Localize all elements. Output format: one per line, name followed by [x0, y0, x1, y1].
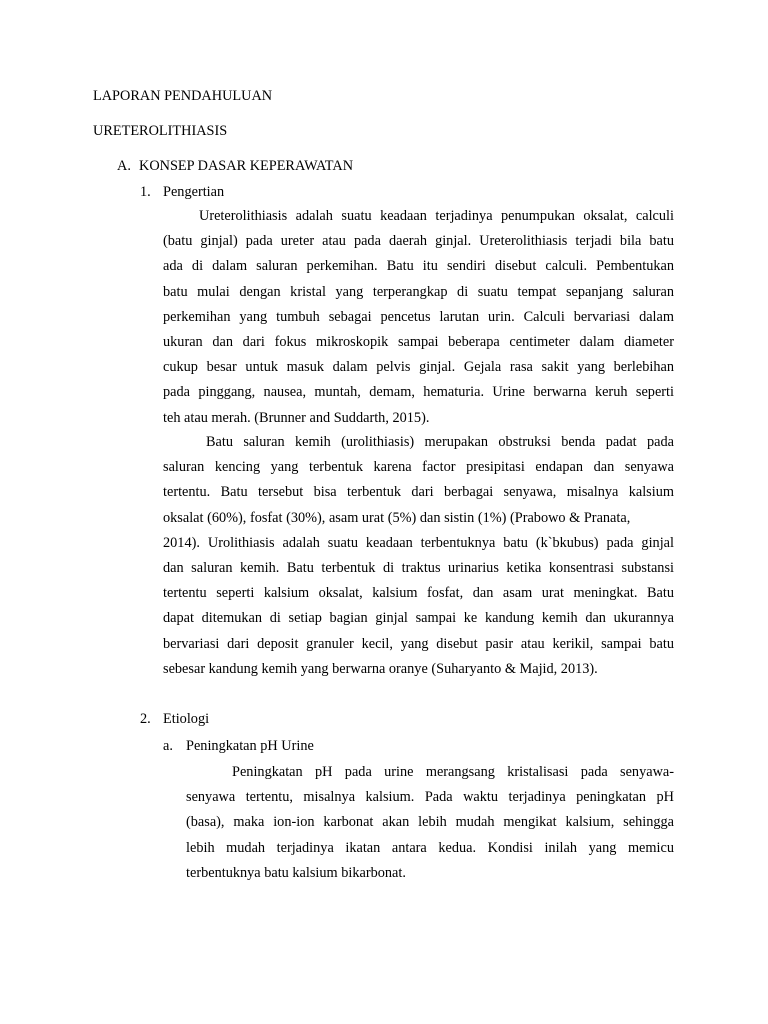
paragraph-line: cukup besar untuk masuk dalam pelvis ginjal. Gejala rasa sakit yang berlebihan [163, 359, 674, 376]
paragraph-line: senyawa tertentu, misalnya kalsium. Pada waktu terjadinya peningkatan pH [186, 789, 674, 806]
paragraph-line: ukuran dan dari fokus mikroskopik sampai beberapa centimeter dalam diameter [163, 333, 674, 350]
paragraph-line: dapat ditemukan di setiap bagian ginjal sampai ke kandung kemih dan ukurannya [163, 610, 674, 627]
paragraph-line: batu mulai dengan kristal yang terperangkap di suatu tempat sepanjang saluran [163, 283, 674, 300]
subitem-letter-a: a. [163, 738, 173, 754]
paragraph-etiologi-a [186, 760, 674, 886]
section-title: KONSEP DASAR KEPERAWATAN [139, 158, 354, 174]
paragraph-pengertian-2 [163, 430, 674, 682]
paragraph-line: Peningkatan pH pada urine merangsang kristalisasi pada senyawa- [232, 764, 674, 780]
paragraph-line: bervariasi dari deposit granuler kecil, yang disebut pasir atau kerikil, sampai batu [163, 635, 674, 652]
paragraph-line: Batu saluran kemih (urolithiasis) merupakan obstruksi benda padat pada [206, 434, 674, 450]
paragraph-line: 2014). Urolithiasis adalah suatu keadaan terbentuknya batu (k`bkubus) pada ginjal [163, 534, 674, 551]
paragraph-line: oksalat (60%), fosfat (30%), asam urat (5%) dan sistin (1%) (Prabowo & Pranata, [163, 509, 631, 526]
paragraph-line: Ureterolithiasis adalah suatu keadaan terjadinya penumpukan oksalat, calculi [199, 208, 674, 224]
document-title: LAPORAN PENDAHULUAN [93, 88, 273, 104]
paragraph-line: sebesar kandung kemih yang berwarna oranye (Suharyanto & Majid, 2013). [163, 660, 598, 677]
paragraph-line: saluran kencing yang terbentuk karena factor presipitasi endapan dan senyawa [163, 459, 674, 476]
item-title-etiologi: Etiologi [163, 711, 210, 727]
paragraph-pengertian-1 [163, 204, 674, 431]
paragraph-line: (batu ginjal) pada ureter atau pada daerah ginjal. Ureterolithiasis terjadi bila batu [163, 233, 674, 250]
paragraph-line: tertentu seperti kalsium oksalat, kalsium fosfat, dan asam urat meningkat. Batu [163, 585, 674, 602]
paragraph-line: teh atau merah. (Brunner and Suddarth, 2015). [163, 409, 430, 426]
item-number-2: 2. [140, 711, 151, 727]
paragraph-line: perkemihan yang tumbuh sebagai pencetus larutan urin. Calculi bervariasi dalam [163, 308, 674, 325]
paragraph-line: terbentuknya batu kalsium bikarbonat. [186, 864, 406, 881]
subitem-title-peningkatan-ph: Peningkatan pH Urine [186, 738, 314, 754]
item-title-pengertian: Pengertian [163, 184, 225, 200]
paragraph-line: ada di dalam saluran perkemihan. Batu itu sendiri disebut calculi. Pembentukan [163, 258, 674, 275]
paragraph-line: lebih mudah terjadinya ikatan antara kedua. Kondisi inilah yang memicu [186, 839, 674, 856]
paragraph-line: tertentu. Batu tersebut bisa terbentuk dari berbagai senyawa, misalnya kalsium [163, 484, 674, 501]
paragraph-line: (basa), maka ion-ion karbonat akan lebih mudah mengikat kalsium, sehingga [186, 814, 674, 831]
section-letter: A. [117, 158, 131, 174]
item-number-1: 1. [140, 184, 151, 200]
paragraph-line: pada pinggang, nausea, muntah, demam, hematuria. Urine berwarna keruh seperti [163, 384, 674, 401]
document-subtitle: URETEROLITHIASIS [93, 123, 228, 139]
paragraph-line: dan saluran kemih. Batu terbentuk di traktus urinarius ketika konsentrasi substansi [163, 559, 674, 576]
